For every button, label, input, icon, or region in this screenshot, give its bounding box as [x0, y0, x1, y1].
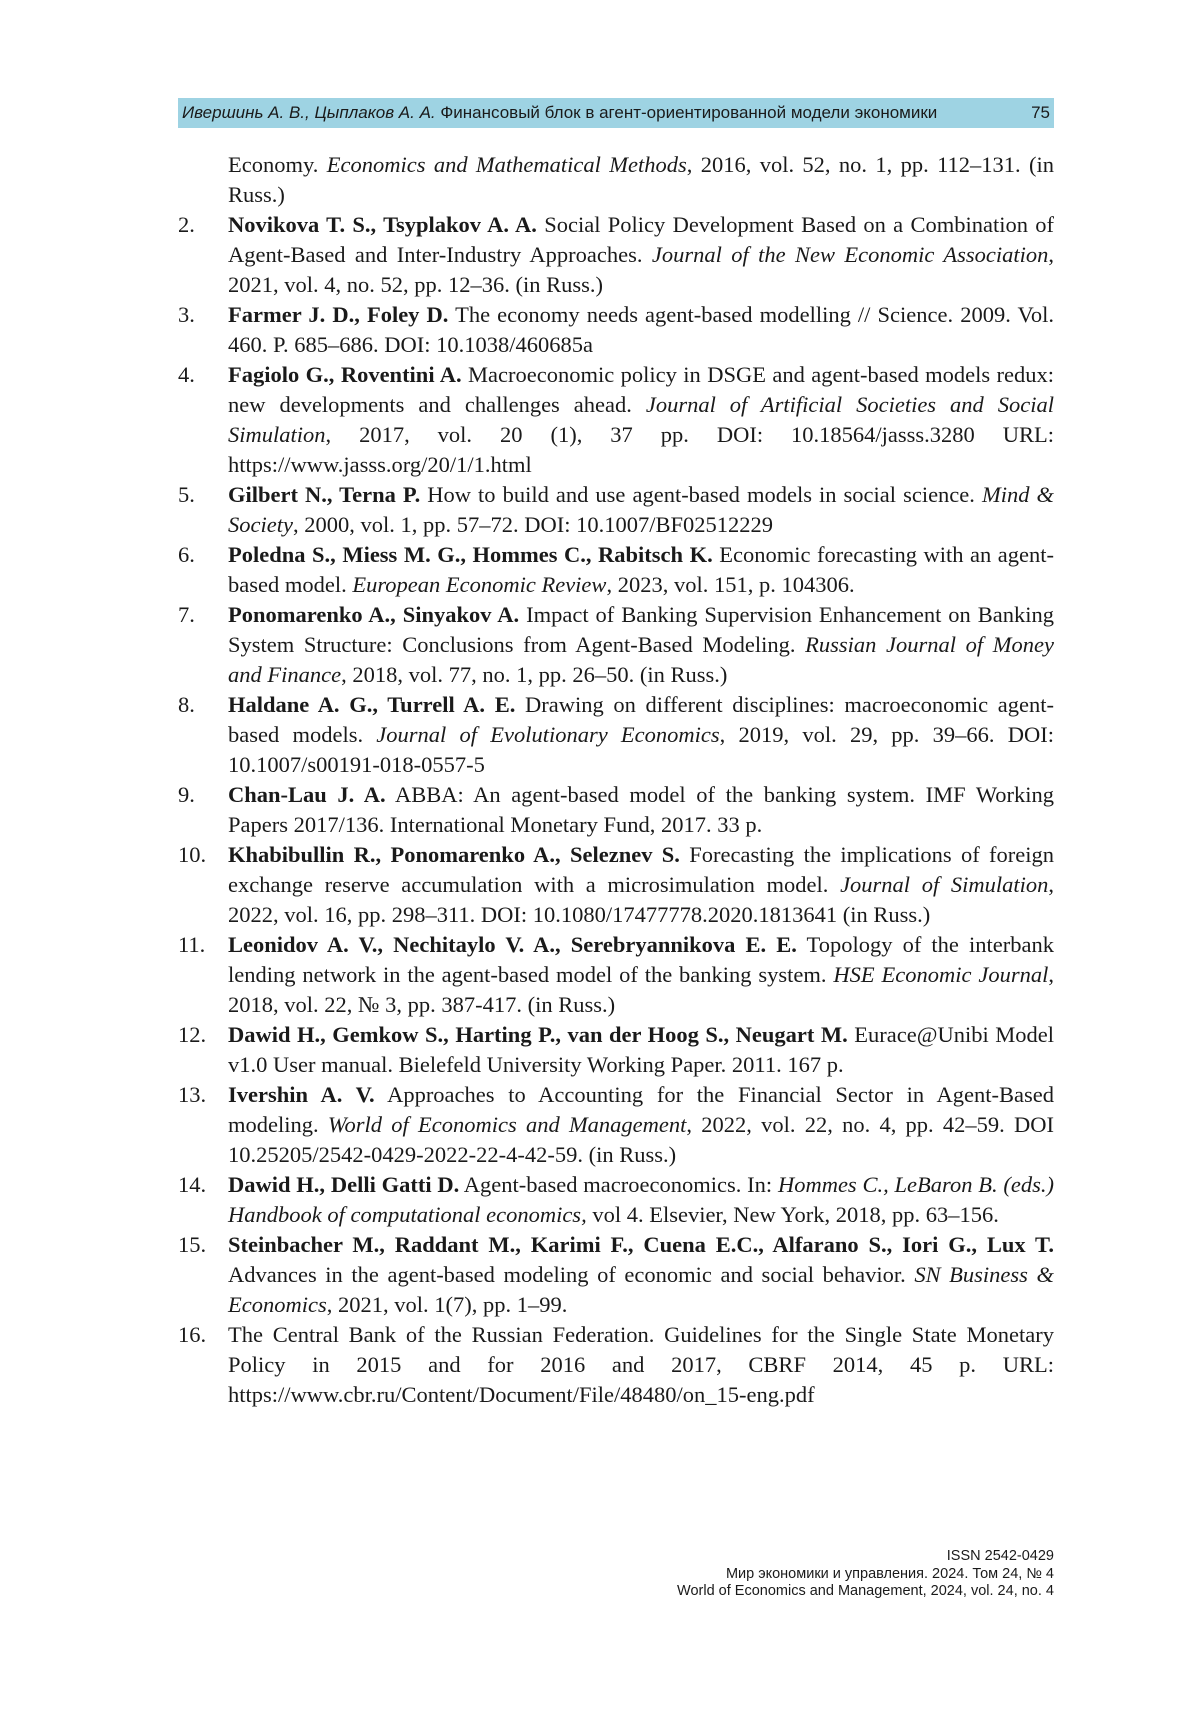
reference-journal: Journal of the New Economic Association: [651, 242, 1049, 267]
reference-details: , 2017, vol. 20 (1), 37 pp. DOI: 10.18564/jasss.3280 URL: https://www.jasss.org/20/1/1.html: [228, 422, 1054, 477]
reference-number: 11.: [178, 932, 206, 957]
reference-text: [228, 1080, 1054, 1170]
reference-details: vol 4. Elsevier, New York, 2018, pp. 63–156.: [586, 1202, 999, 1227]
reference-continuation: [178, 150, 1054, 210]
reference-title: Approaches to Accounting for the Financial Sector in Agent-Based modeling.: [228, 1082, 1054, 1137]
reference-authors: Farmer J. D., Foley D.: [228, 302, 449, 327]
reference-authors: Ivershin A. V.: [228, 1082, 375, 1107]
reference-number: 6.: [178, 542, 195, 567]
reference-title: Eurace@Unibi Model v1.0 User manual. Bielefeld University Working Paper. 2011. 167 p.: [228, 1022, 1054, 1077]
running-header: [178, 98, 1054, 128]
reference-details: , 2021, vol. 4, no. 52, pp. 12–36. (in Russ.): [228, 242, 1054, 297]
reference-details: , 2018, vol. 22, № 3, pp. 387-417. (in Russ.): [228, 962, 1054, 1017]
reference-journal: Hommes C., LeBaron B. (eds.) Handbook of computational economics,: [228, 1172, 1054, 1227]
reference-text: [228, 1020, 1054, 1080]
running-header-text: [182, 103, 937, 123]
reference-item: [178, 930, 1054, 1020]
reference-item: [178, 1320, 1054, 1410]
reference-authors: Leonidov A. V., Nechitaylo V. A., Serebryannikova E. E.: [228, 932, 797, 957]
reference-journal: European Economic Review: [352, 572, 607, 597]
footer-issn: ISSN 2542-0429: [946, 1548, 1054, 1564]
reference-number: 2.: [178, 212, 195, 237]
reference-text: [228, 1170, 1054, 1230]
reference-text: [228, 480, 1054, 540]
reference-text: [228, 540, 1054, 600]
reference-authors: Steinbacher M., Raddant M., Karimi F., Cuena E.C., Alfarano S., Iori G., Lux T.: [228, 1232, 1054, 1257]
reference-authors: Novikova T. S., Tsyplakov A. A.: [228, 212, 537, 237]
reference-text: [228, 600, 1054, 690]
reference-item: [178, 600, 1054, 690]
reference-details: , 2018, vol. 77, no. 1, pp. 26–50. (in Russ.): [341, 662, 728, 687]
header-title: Финансовый блок в агент-ориентированной модели экономики: [440, 103, 938, 122]
reference-title: How to build and use agent-based models in social science.: [420, 482, 982, 507]
reference-details: , 2021, vol. 1(7), pp. 1–99.: [326, 1292, 568, 1317]
reference-item: [178, 360, 1054, 480]
reference-details: , 2000, vol. 1, pp. 57–72. DOI: 10.1007/BF02512229: [292, 512, 773, 537]
reference-number: 9.: [178, 782, 195, 807]
reference-number: 13.: [178, 1082, 207, 1107]
reference-number: 16.: [178, 1322, 207, 1347]
reference-text: [228, 1320, 1054, 1410]
reference-details: , 2023, vol. 151, p. 104306.: [606, 572, 855, 597]
reference-journal: Russian Journal of Money and Finance: [228, 632, 1055, 687]
reference-number: 3.: [178, 302, 195, 327]
reference-title: Economic forecasting with an agent-based model.: [228, 542, 1054, 597]
reference-item: [178, 1230, 1054, 1320]
reference-title: Macroeconomic policy in DSGE and agent-based models redux: new developments and challenges ahead.: [228, 362, 1054, 417]
reference-title: The economy needs agent-based modelling // Science. 2009. Vol. 460. P. 685–686. DOI: 10.1038/460685a: [228, 302, 1054, 357]
reference-journal: Mind & Society: [228, 482, 1054, 537]
reference-text: [228, 780, 1054, 840]
continuation-journal: Economics and Mathematical Methods: [326, 152, 687, 177]
reference-item: [178, 1170, 1054, 1230]
reference-number: 8.: [178, 692, 195, 717]
reference-title: Advances in the agent-based modeling of economic and social behavior.: [228, 1262, 915, 1287]
reference-authors: Khabibullin R., Ponomarenko A., Seleznev S.: [228, 842, 680, 867]
reference-authors: Poledna S., Miess M. G., Hommes C., Rabitsch K.: [228, 542, 713, 567]
reference-title: ABBA: An agent-based model of the banking system. IMF Working Papers 2017/136. International Monetary Fund, 2017. 33 p.: [228, 782, 1055, 837]
continuation-details: , 2016, vol. 52, no. 1, pp. 112–131. (in Russ.): [228, 152, 1054, 207]
reference-number: 12.: [178, 1022, 207, 1047]
footer-journal-en: World of Economics and Management, 2024, vol. 24, no. 4: [677, 1583, 1054, 1599]
reference-title: Topology of the interbank lending network in the agent-based model of the banking system.: [228, 932, 1054, 987]
reference-item: [178, 480, 1054, 540]
reference-journal: World of Economics and Management: [327, 1112, 687, 1137]
page-number: 75: [1031, 103, 1050, 122]
continuation-text: Economy.: [228, 152, 327, 177]
reference-title: Social Policy Development Based on a Combination of Agent-Based and Inter-Industry Approaches.: [228, 212, 1054, 267]
header-authors: Ивершинь А. В., Цыплаков А. А.: [182, 103, 436, 122]
reference-text: [228, 930, 1054, 1020]
reference-title: Drawing on different disciplines: macroeconomic agent-based models.: [228, 692, 1054, 747]
reference-item: [178, 1080, 1054, 1170]
reference-item: [178, 840, 1054, 930]
reference-authors: Chan-Lau J. A.: [228, 782, 386, 807]
footer-journal-ru: Мир экономики и управления. 2024. Том 24, № 4: [725, 1565, 1054, 1582]
reference-item: [178, 540, 1054, 600]
reference-journal: HSE Economic Journal: [833, 962, 1049, 987]
reference-item: [178, 1020, 1054, 1080]
reference-text: [228, 690, 1054, 780]
reference-journal: Journal of Evolutionary Economics: [376, 722, 720, 747]
reference-authors: Dawid H., Delli Gatti D.: [228, 1172, 460, 1197]
reference-journal: Journal of Simulation: [840, 872, 1049, 897]
reference-text: [228, 300, 1054, 360]
reference-details: , 2019, vol. 29, pp. 39–66. DOI: 10.1007/s00191-018-0557-5: [228, 722, 1054, 777]
reference-item: [178, 300, 1054, 360]
reference-number: 10.: [178, 842, 207, 867]
reference-item: [178, 780, 1054, 840]
reference-title: Forecasting the implications of foreign exchange reserve accumulation with a microsimulation model.: [228, 842, 1054, 897]
reference-journal: Journal of Artificial Societies and Social Simulation: [228, 392, 1054, 447]
reference-title: Impact of Banking Supervision Enhancement on Banking System Structure: Conclusions from Agent-Based Modeling.: [228, 602, 1054, 657]
reference-authors: Ponomarenko A., Sinyakov A.: [228, 602, 520, 627]
reference-list: [178, 150, 1054, 1410]
reference-number: 5.: [178, 482, 195, 507]
reference-number: 14.: [178, 1172, 207, 1197]
reference-authors: Fagiolo G., Roventini A.: [228, 362, 462, 387]
reference-number: 15.: [178, 1232, 207, 1257]
reference-number: 4.: [178, 362, 195, 387]
reference-item: [178, 690, 1054, 780]
reference-authors: Haldane A. G., Turrell A. E.: [228, 692, 516, 717]
reference-text: [228, 1230, 1054, 1320]
reference-title: The Central Bank of the Russian Federation. Guidelines for the Single State Monetary Policy in 2015 and for 2016 and 2017, CBRF 2014, 45 p. URL: https://www.cbr.ru/Content/Document/File/48480/on_15-eng.pdf: [228, 1322, 1054, 1407]
reference-number: 7.: [178, 602, 195, 627]
reference-item: [178, 210, 1054, 300]
reference-authors: Dawid H., Gemkow S., Harting P., van der Hoog S., Neugart M.: [228, 1022, 848, 1047]
reference-text: [228, 840, 1054, 930]
reference-authors: Gilbert N., Terna P.: [228, 482, 421, 507]
reference-journal: SN Business & Economics: [228, 1262, 1054, 1317]
reference-text: [228, 360, 1054, 480]
reference-details: , 2022, vol. 22, no. 4, pp. 42–59. DOI 10.25205/2542-0429-2022-22-4-42-59. (in Russ.): [228, 1112, 1055, 1167]
reference-details: , 2022, vol. 16, pp. 298–311. DOI: 10.1080/17477778.2020.1813641 (in Russ.): [228, 872, 1055, 927]
reference-title: Agent-based macroeconomics. In:: [459, 1172, 778, 1197]
page-footer: [677, 1548, 1054, 1601]
reference-text: [228, 210, 1054, 300]
